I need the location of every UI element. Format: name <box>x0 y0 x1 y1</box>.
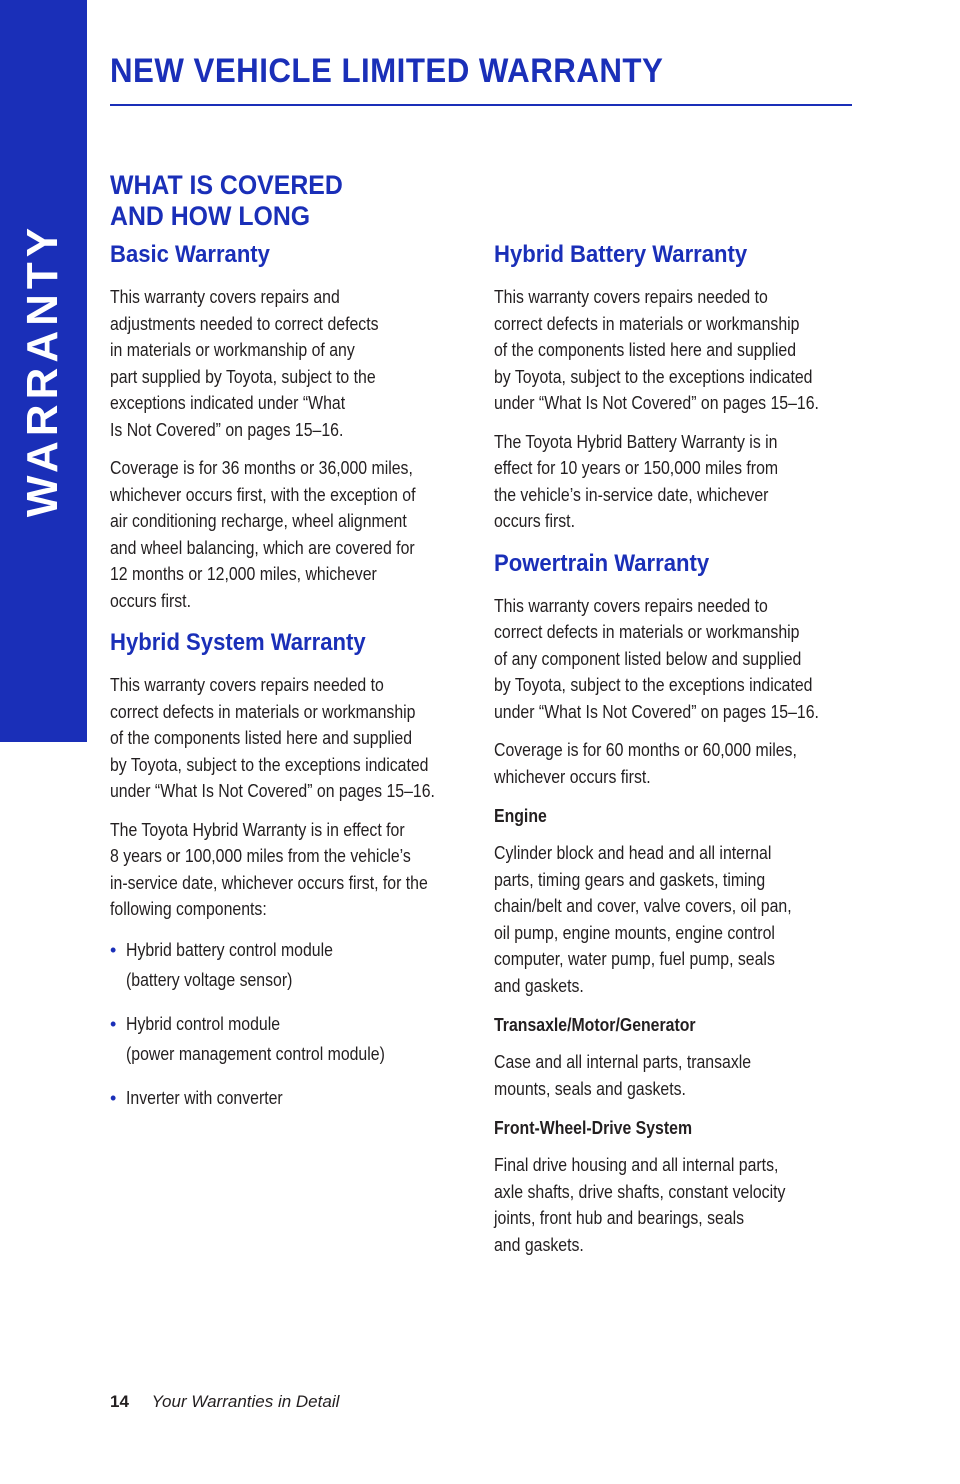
text-line: whichever occurs first. <box>494 766 651 787</box>
list-item <box>110 1009 470 1069</box>
text-line: correct defects in materials or workmanship <box>494 313 800 334</box>
text-line: Final drive housing and all internal parts, <box>494 1155 779 1175</box>
text-line: Cylinder block and head and all internal <box>494 843 772 863</box>
text-line: This warranty covers repairs needed to <box>494 287 768 307</box>
section-title-line: WHAT IS COVERED <box>110 170 343 200</box>
hybrid-battery-paragraph-2 <box>494 429 856 535</box>
text-line: This warranty covers repairs needed to <box>110 675 384 695</box>
text-line: air conditioning recharge, wheel alignment <box>110 511 407 531</box>
hybrid-system-heading: Hybrid System Warranty <box>110 629 366 656</box>
text-line: The Toyota Hybrid Battery Warranty is in <box>494 431 778 452</box>
basic-warranty-paragraph-1 <box>110 284 470 443</box>
bullet-icon: • <box>110 1087 117 1108</box>
text-line: computer, water pump, fuel pump, seals <box>494 949 775 969</box>
hybrid-battery-heading: Hybrid Battery Warranty <box>494 241 748 268</box>
text-line: following components: <box>110 899 267 919</box>
right-column <box>494 238 856 1270</box>
section-title <box>110 170 343 232</box>
hybrid-system-paragraph-1 <box>110 672 470 805</box>
text-line: joints, front hub and bearings, seals <box>494 1208 745 1228</box>
side-tab <box>0 0 87 742</box>
side-tab-label: WARRANTY <box>18 222 67 518</box>
text-line: Is Not Covered” on pages 15–16. <box>110 419 344 440</box>
text-line: by Toyota, subject to the exceptions indicated <box>494 366 813 387</box>
text-line: occurs first. <box>110 590 191 611</box>
text-line: under “What Is Not Covered” on pages 15–16. <box>494 701 819 722</box>
transaxle-label: Transaxle/Motor/Generator <box>494 1015 696 1035</box>
left-column <box>110 238 470 1127</box>
basic-warranty-heading: Basic Warranty <box>110 241 270 268</box>
hybrid-components-list <box>110 935 470 1113</box>
text-line: correct defects in materials or workmanship <box>110 701 416 722</box>
powertrain-paragraph-2 <box>494 737 856 790</box>
powertrain-paragraph-1 <box>494 593 856 726</box>
text-line: 8 years or 100,000 miles from the vehicle’s <box>110 846 411 866</box>
page-footer <box>110 1392 339 1412</box>
text-line: effect for 10 years or 150,000 miles from <box>494 458 779 478</box>
text-line: The Toyota Hybrid Warranty is in effect for <box>110 819 405 840</box>
basic-warranty-paragraph-2 <box>110 455 470 614</box>
text-line: whichever occurs first, with the exception of <box>110 484 416 505</box>
list-item <box>110 1083 470 1113</box>
engine-label: Engine <box>494 806 547 826</box>
list-item-subtext: (power management control module) <box>126 1043 385 1064</box>
text-line: under “What Is Not Covered” on pages 15–16. <box>110 781 435 801</box>
text-line: Coverage is for 60 months or 60,000 miles, <box>494 740 797 760</box>
footer-text: Your Warranties in Detail <box>151 1392 340 1411</box>
transaxle-text <box>494 1049 856 1102</box>
list-item-text: Hybrid control module <box>126 1013 281 1034</box>
text-line: the vehicle’s in-service date, whichever <box>494 484 769 505</box>
text-line: axle shafts, drive shafts, constant velocity <box>494 1181 786 1202</box>
engine-text <box>494 840 856 999</box>
list-item-subtext: (battery voltage sensor) <box>126 969 293 990</box>
text-line: correct defects in materials or workmanship <box>494 622 800 642</box>
text-line: 12 months or 12,000 miles, whichever <box>110 564 377 584</box>
text-line: This warranty covers repairs needed to <box>494 595 768 616</box>
fwd-label: Front-Wheel-Drive System <box>494 1118 693 1138</box>
text-line: adjustments needed to correct defects <box>110 313 379 334</box>
text-line: Coverage is for 36 months or 36,000 miles, <box>110 458 413 478</box>
text-line: oil pump, engine mounts, engine control <box>494 922 775 943</box>
text-line: parts, timing gears and gaskets, timing <box>494 869 766 890</box>
text-line: part supplied by Toyota, subject to the <box>110 366 376 387</box>
text-line: in-service date, whichever occurs first, for the <box>110 872 428 893</box>
text-line: and gaskets. <box>494 1234 584 1255</box>
section-title-line: AND HOW LONG <box>110 201 311 231</box>
text-line: of any component listed below and supplied <box>494 648 802 669</box>
text-line: by Toyota, subject to the exceptions indicated <box>494 675 813 695</box>
bullet-icon: • <box>110 939 117 960</box>
text-line: by Toyota, subject to the exceptions indicated <box>110 754 429 775</box>
title-divider <box>110 104 852 106</box>
page-number: 14 <box>110 1392 129 1411</box>
text-line: of the components listed here and supplied <box>110 728 413 748</box>
page-title: NEW VEHICLE LIMITED WARRANTY <box>110 52 664 90</box>
text-line: exceptions indicated under “What <box>110 393 346 413</box>
hybrid-system-paragraph-2 <box>110 817 470 923</box>
text-line: of the components listed here and supplied <box>494 340 797 360</box>
hybrid-battery-paragraph-1 <box>494 284 856 417</box>
text-line: chain/belt and cover, valve covers, oil pan, <box>494 896 792 916</box>
text-line: occurs first. <box>494 511 575 531</box>
list-item-text: Inverter with converter <box>126 1087 283 1108</box>
fwd-text <box>494 1152 856 1258</box>
text-line: and gaskets. <box>494 975 584 996</box>
text-line: mounts, seals and gaskets. <box>494 1078 686 1099</box>
powertrain-heading: Powertrain Warranty <box>494 549 710 577</box>
bullet-icon: • <box>110 1013 117 1034</box>
text-line: in materials or workmanship of any <box>110 340 355 360</box>
text-line: This warranty covers repairs and <box>110 287 340 307</box>
list-item <box>110 935 470 995</box>
text-line: and wheel balancing, which are covered for <box>110 537 415 558</box>
text-line: under “What Is Not Covered” on pages 15–16. <box>494 393 819 413</box>
text-line: Case and all internal parts, transaxle <box>494 1052 752 1072</box>
list-item-text: Hybrid battery control module <box>126 939 333 960</box>
